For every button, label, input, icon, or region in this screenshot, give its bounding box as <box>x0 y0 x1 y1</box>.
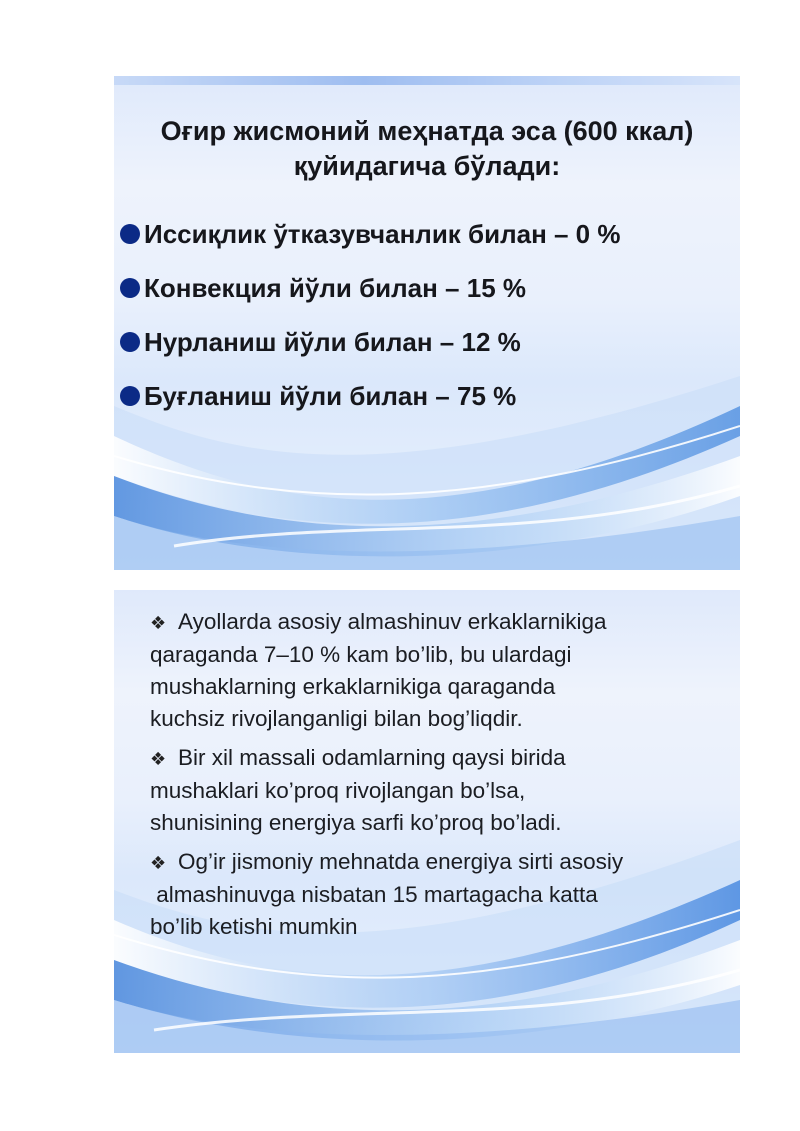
bullet-item <box>120 216 620 270</box>
four-diamond-icon: ❖ <box>150 749 167 769</box>
bullet-text: Иссиқлик ўтказувчанлик билан – 0 % <box>144 219 621 249</box>
paragraph-2 <box>150 742 730 839</box>
paragraph-1 <box>150 606 730 735</box>
paragraph-line <box>150 606 730 639</box>
title-line-1: Оғир жисмоний меҳнатда эса (600 ккал) <box>160 116 694 146</box>
bullet-dot-icon <box>120 332 140 352</box>
bullet-item <box>120 378 620 432</box>
paragraph-line: mushaklarning erkaklarnikiga qaraganda <box>150 674 556 699</box>
paragraph-line: kuchsiz rivojlanganligi bilan bog’liqdir. <box>150 706 523 731</box>
four-diamond-icon: ❖ <box>150 613 167 633</box>
bullet-dot-icon <box>120 278 140 298</box>
bullet-item <box>120 324 620 378</box>
bullet-text: Нурланиш йўли билан – 12 % <box>144 327 521 357</box>
paragraph-text: Og’ir jismoniy mehnatda energiya sirti asosiy <box>178 849 624 874</box>
four-diamond-icon: ❖ <box>150 853 167 873</box>
bullet-dot-icon <box>120 386 140 406</box>
bullet-text: Буғланиш йўли билан – 75 % <box>144 381 517 411</box>
bullet-text: Конвекция йўли билан – 15 % <box>144 273 526 303</box>
paragraph-line: shunisining energiya sarfi ko’proq bo’ladi. <box>150 810 562 835</box>
bullet-item <box>120 270 620 324</box>
paragraph-line: almashinuvga nisbatan 15 martagacha katta <box>150 882 598 907</box>
paragraph-line: qaraganda 7–10 % kam bo’lib, bu ulardagi <box>150 642 572 667</box>
bullet-list <box>120 216 620 432</box>
paragraph-line: bo’lib ketishi mumkin <box>150 914 358 939</box>
paragraph-line <box>150 742 730 775</box>
paragraph-line <box>150 846 730 879</box>
bullet-dot-icon <box>120 224 140 244</box>
paragraph-3 <box>150 846 730 943</box>
paragraph-text: Bir xil massali odamlarning qaysi birida <box>178 745 566 770</box>
title-line-2: қуйидагича бўлади: <box>293 151 561 181</box>
slide-top <box>114 76 740 570</box>
paragraph-text: Ayollarda asosiy almashinuv erkaklarnikiga <box>178 609 607 634</box>
slide-title <box>114 114 740 184</box>
paragraph-line: mushaklari ko’proq rivojlangan bo’lsa, <box>150 778 526 803</box>
slide-bottom <box>114 590 740 1053</box>
